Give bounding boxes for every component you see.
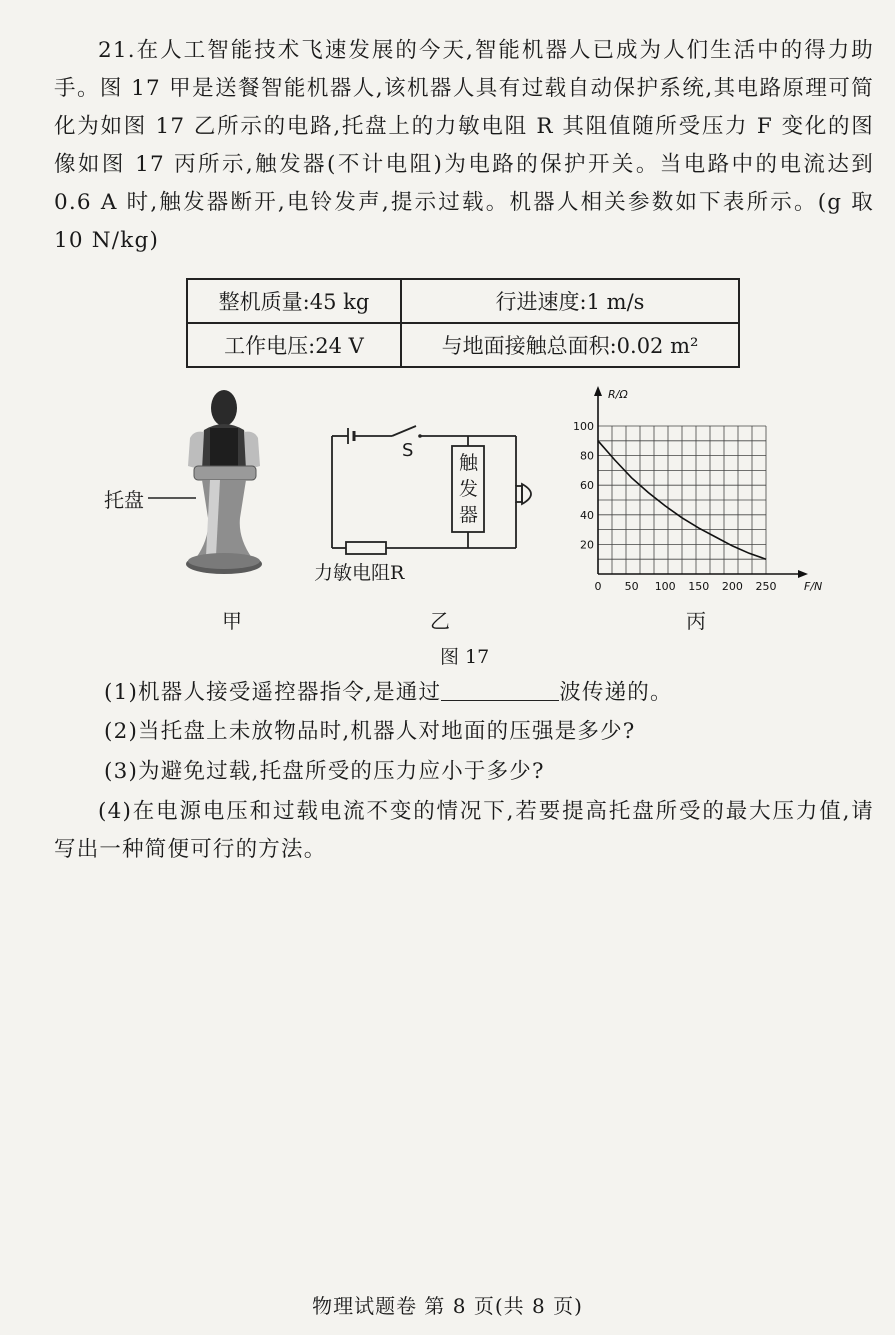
question-2: (2)当托盘上未放物品时,机器人对地面的压强是多少? xyxy=(104,719,636,744)
table-row xyxy=(187,279,739,323)
y-axis-label: R/Ω xyxy=(608,388,628,401)
bell-base xyxy=(516,486,522,502)
x-axis-label: F/N xyxy=(804,580,823,593)
x-tick-label: 50 xyxy=(624,580,639,593)
x-axis-arrow xyxy=(798,570,808,578)
table-cell: 工作电压:24 V xyxy=(187,323,401,367)
table-row xyxy=(187,323,739,367)
answer-blank xyxy=(441,678,559,701)
question-1-after: 波传递的。 xyxy=(559,680,673,705)
table-cell: 与地面接触总面积:0.02 m² xyxy=(401,323,739,367)
question-3: (3)为避免过载,托盘所受的压力应小于多少? xyxy=(104,759,545,784)
problem-number: 21. xyxy=(98,38,136,63)
y-tick-label: 40 xyxy=(580,508,594,522)
resistor-label: 力敏电阻R xyxy=(314,562,405,584)
problem-text: 在人工智能技术飞速发展的今天,智能机器人已成为人们生活中的得力助手。图 17 甲是送餐智能机器人,该机器人具有过载自动保护系统,其电路原理可简化为如图 17 乙所示的电路,托盘上的力敏电阻 R 其阻值随所受压力 F 变化的图像如图 17 丙所示,触发器(不计电阻)为电路的保护开关。当电路中的电流达到 0.6 A 时,触发器断开,电铃发声,提示过载。机器人相关参数如下表所示。(g 取 10 N/kg) xyxy=(54,38,874,253)
x-tick-label: 200 xyxy=(721,580,743,593)
params-table xyxy=(186,278,740,368)
table-cell: 整机质量:45 kg xyxy=(187,279,401,323)
panel-label-yi: 乙 xyxy=(430,609,450,633)
panel-label-jia: 甲 xyxy=(222,609,242,633)
panel-label-bing: 丙 xyxy=(686,609,706,633)
y-tick-label: 20 xyxy=(580,538,594,552)
x-tick-label: 250 xyxy=(755,580,777,593)
figure-caption: 图 17 xyxy=(440,646,490,668)
question-4: (4)在电源电压和过载电流不变的情况下,若要提高托盘所受的最大压力值,请写出一种简便可行的方法。 xyxy=(54,799,874,862)
x-tick-label: 100 xyxy=(654,580,676,593)
question-1-before: (1)机器人接受遥控器指令,是通过 xyxy=(104,680,442,705)
switch-blade xyxy=(392,426,416,436)
page-footer: 物理试题卷 第 8 页(共 8 页) xyxy=(312,1294,583,1318)
x-tick-label: 150 xyxy=(688,580,710,593)
switch-label: S xyxy=(402,440,414,461)
force-resistor xyxy=(346,542,386,554)
y-tick-label: 100 xyxy=(573,420,594,433)
problem-intro xyxy=(54,32,874,260)
bell-icon xyxy=(522,484,531,504)
trigger-label: 触发器 xyxy=(459,452,479,526)
r-f-chart xyxy=(568,384,828,594)
y-axis-arrow xyxy=(594,386,602,396)
tray-label: 托盘 xyxy=(104,488,144,512)
robot-illustration xyxy=(180,388,280,583)
y-tick-label: 80 xyxy=(580,449,594,463)
tray-leader-line xyxy=(148,494,198,502)
y-tick-label: 60 xyxy=(580,479,594,493)
question-1 xyxy=(104,674,874,712)
x-tick-label: 0 xyxy=(594,580,602,593)
table-cell: 行进速度:1 m/s xyxy=(401,279,739,323)
